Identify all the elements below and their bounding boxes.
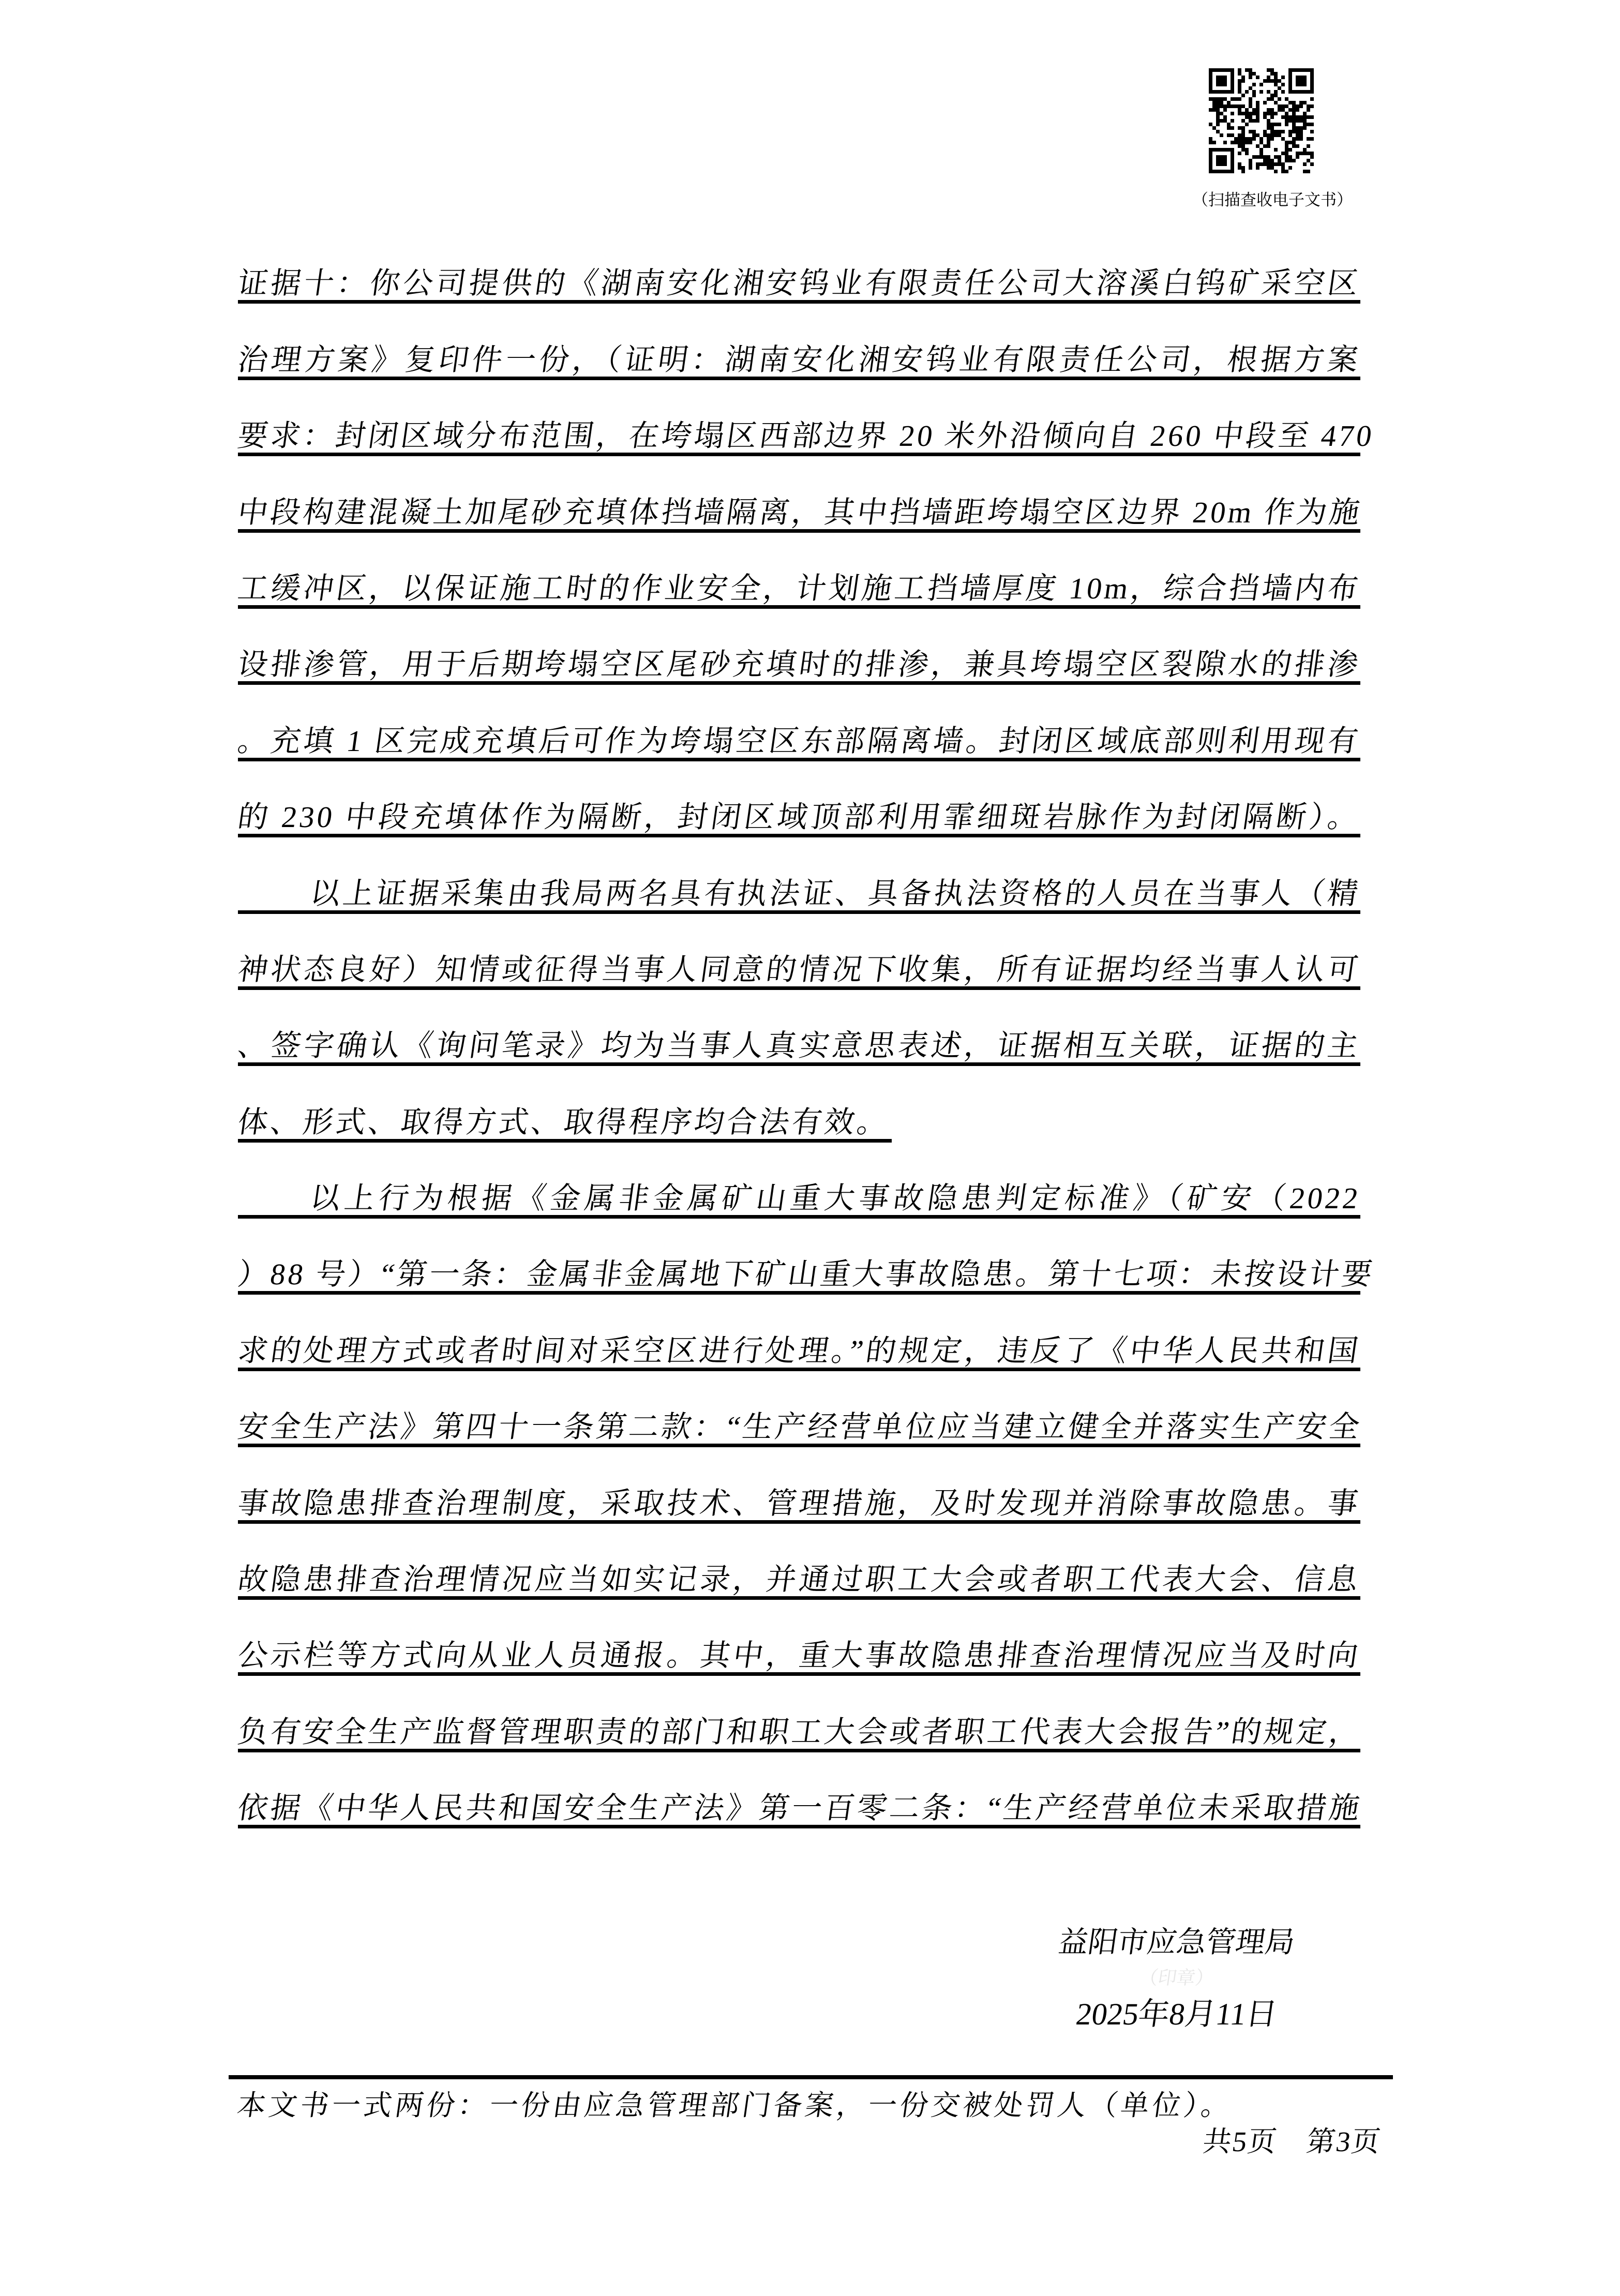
body-line-text: 工缓冲区，以保证施工时的作业安全，计划施工挡墙厚度 10m，综合挡墙内布 [235,571,1363,605]
qr-block [1209,68,1314,173]
body-line-text: 中段构建混凝土加尾砂充填体挡墙隔离，其中挡墙距垮塌空区边界 20m 作为施 [235,495,1364,529]
body-line [235,304,1363,380]
issuing-authority: 益阳市应急管理局 [1056,1926,1297,1959]
body-line [235,380,1377,456]
body-line-text: 治理方案》复印件一份，（证明：湖南安化湘安钨业有限责任公司，根据方案 [235,342,1363,377]
body-line-text: 神状态良好）知情或征得当事人同意的情况下收集，所有证据均经当事人认可 [235,952,1363,986]
body-line [235,456,1364,532]
body-line-text: 求的处理方式或者时间对采空区进行处理。”的规定，违反了《中华人民共和国 [235,1333,1363,1368]
body-line [235,1066,1360,1142]
seal-placeholder: （印章） [1138,1968,1216,1988]
body-line [238,837,1363,913]
body-line [235,1295,1363,1371]
body-line [235,1600,1363,1676]
body-line [235,1752,1364,1828]
body-line [235,1524,1363,1600]
body-line [235,1447,1363,1523]
body-line-text: 以上行为根据《金属非金属矿山重大事故隐患判定标准》（矿安（2022 [308,1181,1363,1215]
body-line-text: 依据《中华人民共和国安全生产法》第一百零二条：“生产经营单位未采取措施 [235,1791,1364,1825]
body-line [235,685,1363,761]
signature-block [1050,1928,1303,2030]
body-line-text: ）88 号）“第一条：金属非金属地下矿山重大事故隐患。第十七项：未按设计要 [235,1257,1377,1292]
body-line [235,1371,1364,1447]
body-line-text: 。充填 1 区完成充填后可作为垮塌空区东部隔离墙。封闭区域底部则利用现有 [235,724,1363,758]
body-line [235,533,1363,609]
body-line-text: 以上证据采集由我局两名具有执法证、具备执法资格的人员在当事人（精 [308,876,1363,910]
body-line-text: 公示栏等方式向从业人员通报。其中，重大事故隐患排查治理情况应当及时向 [235,1639,1363,1673]
footer-divider [229,2075,1393,2079]
issue-date: 2025年8月11日 [1074,1997,1280,2031]
body-line [238,1143,1363,1219]
body-line-text: 要求：封闭区域分布范围，在垮塌区西部边界 20 米外沿倾向自 260 中段至 470 [235,419,1377,453]
body-line-text: 证据十：你公司提供的《湖南安化湘安钨业有限责任公司大溶溪白钨矿采空区 [235,266,1363,301]
body-line-text: 体、形式、取得方式、取得程序均合法有效。 [235,1105,892,1139]
body-line [235,1676,1364,1752]
body-line-text: 安全生产法》第四十一条第二款：“生产经营单位应当建立健全并落实生产安全 [235,1410,1364,1444]
body-line [235,228,1363,304]
body-line [235,914,1363,990]
body-line-text: 设排渗管，用于后期垮塌空区尾砂充填时的排渗，兼具垮塌空区裂隙水的排渗 [235,648,1363,682]
footer-note: 本文书一式两份：一份由应急管理部门备案，一份交被处罚人（单位）。 [235,2090,1235,2121]
body-line-text: 事故隐患排查治理制度，采取技术、管理措施，及时发现并消除事故隐患。事 [235,1486,1363,1520]
body-line [235,990,1363,1066]
body-line-text: 、签字确认《询问笔录》均为当事人真实意思表述，证据相互关联，证据的主 [235,1029,1363,1063]
body-line-text: 负有安全生产监督管理职责的部门和职工大会或者职工代表大会报告”的规定， [235,1715,1364,1749]
body-line-text: 故隐患排查治理情况应当如实记录，并通过职工大会或者职工代表大会、信息 [235,1563,1363,1597]
body-line [235,1219,1377,1295]
page-indicator: 共5页 第3页 [1201,2126,1384,2157]
qr-caption: （扫描查收电子文书） [1192,191,1353,209]
body-line [235,609,1363,685]
document-body [235,228,1377,1828]
qr-code [1209,68,1314,173]
body-line [235,761,1363,837]
body-line-text: 的 230 中段充填体作为隔断，封闭区域顶部利用霏细斑岩脉作为封闭隔断）。 [235,800,1363,834]
